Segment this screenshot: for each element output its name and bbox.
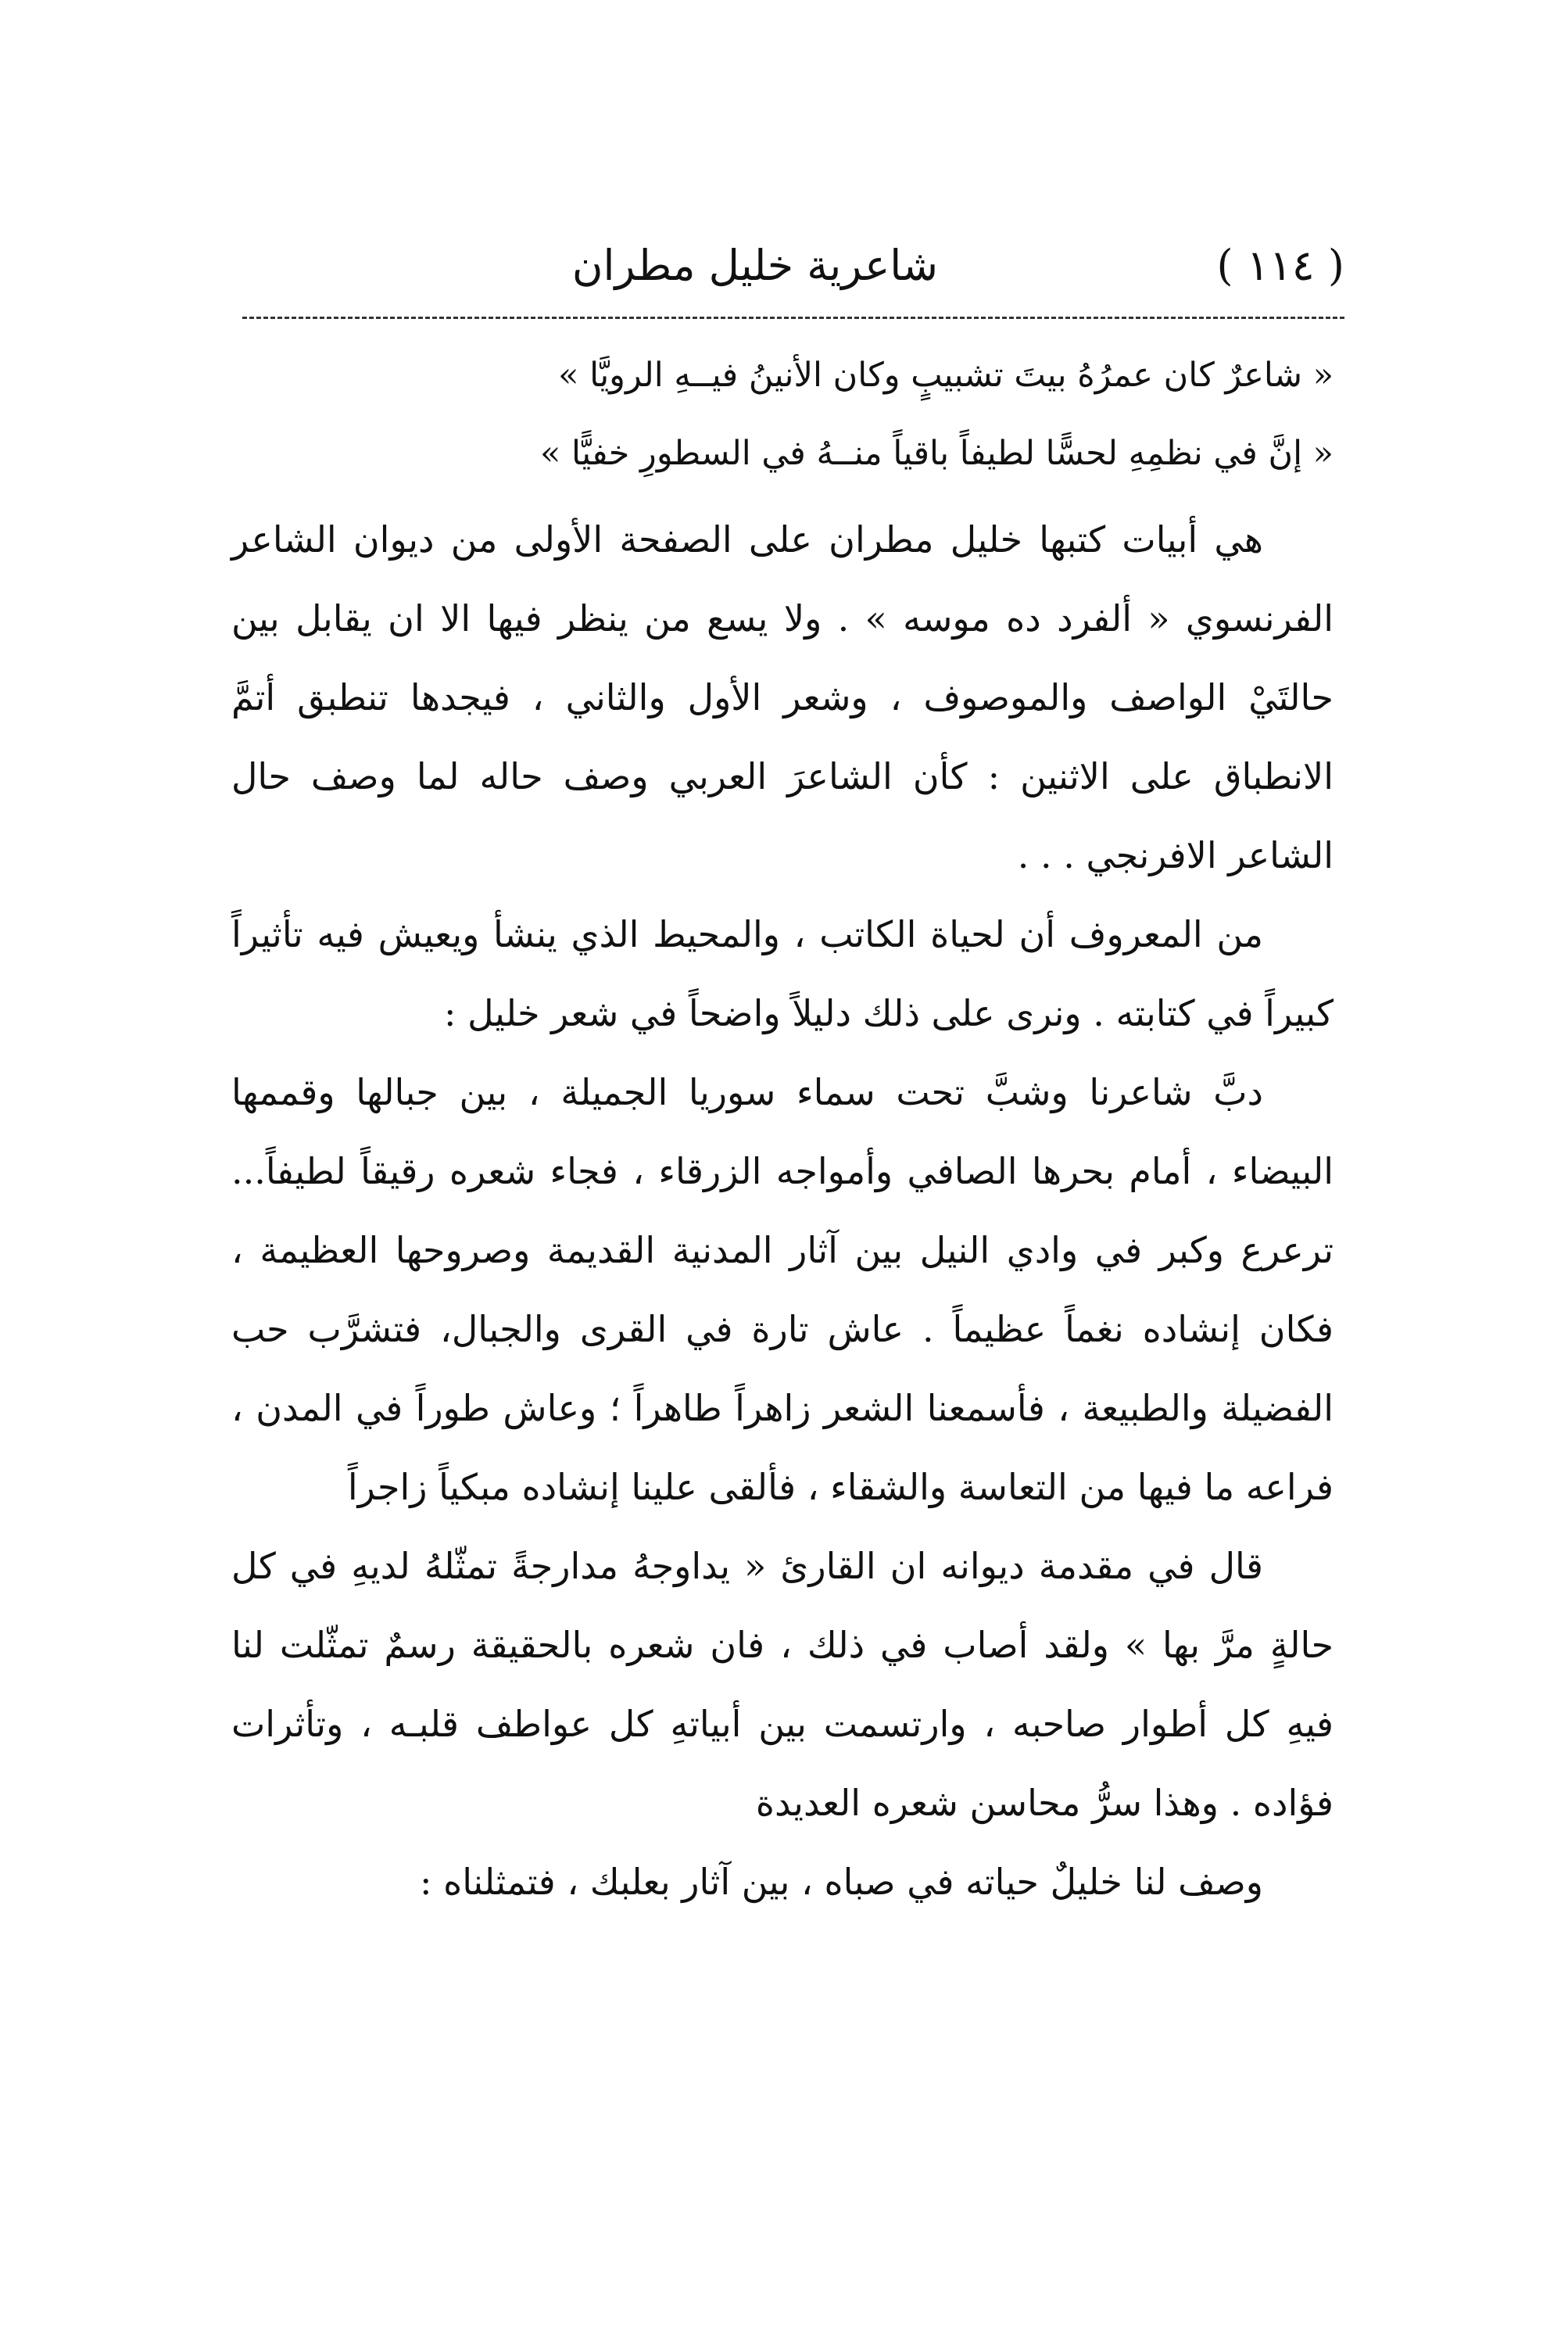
running-title: شاعرية خليل مطران xyxy=(571,241,938,290)
paragraph: دبَّ شاعرنا وشبَّ تحت سماء سوريا الجميلة ، بين جبالها وقممها البيضاء ، أمام بحرها الصافي وأمواجه الزرقاء ، فجاء شعره رقيقاً لطيفاً... ترعرع وكبر في وادي النيل بين آثار المدنية القديمة وصروحها العظيمة ، فكان إنشاده نغماً عظيماً . عاش تارة في القرى والجبال، فتشرَّب حب الفضيلة والطبيعة ، فأسمعنا الشعر زاهراً طاهراً ؛ وعاش طوراً في المدن ، فراعه ما فيها من التعاسة والشقاء ، فألقى علينا إنشاده مبكياً زاجراً xyxy=(231,1071,1334,1508)
running-header xyxy=(242,235,1344,297)
page-number: ( ١١٤ ) xyxy=(1216,241,1344,290)
body-text xyxy=(231,500,1334,1922)
paragraph: من المعروف أن لحياة الكاتب ، والمحيط الذي ينشأ ويعيش فيه تأثيراً كبيراً في كتابته . ونرى على ذلك دليلاً واضحاً في شعر خليل : xyxy=(231,913,1334,1034)
paragraph: هي أبيات كتبها خليل مطران على الصفحة الأولى من ديوان الشاعر الفرنسوي « ألفرد ده موسه » . ولا يسع من ينظر فيها الا ان يقابل بين حالتَيْ الواصف والموصوف ، وشعر الأول والثاني ، فيجدها تنطبق أتمَّ الانطباق على الاثنين : كأن الشاعرَ العربي وصف حاله لما وصف حال الشاعر الافرنجي . . . xyxy=(231,518,1334,876)
verse-line: « شاعرٌ كان عمرُهُ بيتَ تشبيبٍ وكان الأنينُ فيــهِ الرويَّا » xyxy=(558,356,1334,395)
verse-line: « إنَّ في نظمِهِ لحسًّا لطيفاً باقياً منــهُ في السطورِ خفيًّا » xyxy=(540,434,1334,473)
paragraph: وصف لنا خليلٌ حياته في صباه ، بين آثار بعلبك ، فتمثلناه : xyxy=(420,1861,1263,1903)
paragraph: قال في مقدمة ديوانه ان القارئ « يداوجهُ مدارجةً تمثّلهُ لديهِ في كل حالةٍ مرَّ بها » ولقد أصاب في ذلك ، فان شعره بالحقيقة رسمٌ تمثّلت لنا فيهِ كل أطوار صاحبه ، وارتسمت بين أبياتهِ كل عواطف قلبـه ، وتأثرات فؤاده . وهذا سرُّ محاسن شعره العديدة xyxy=(231,1545,1334,1824)
header-divider xyxy=(242,317,1344,319)
